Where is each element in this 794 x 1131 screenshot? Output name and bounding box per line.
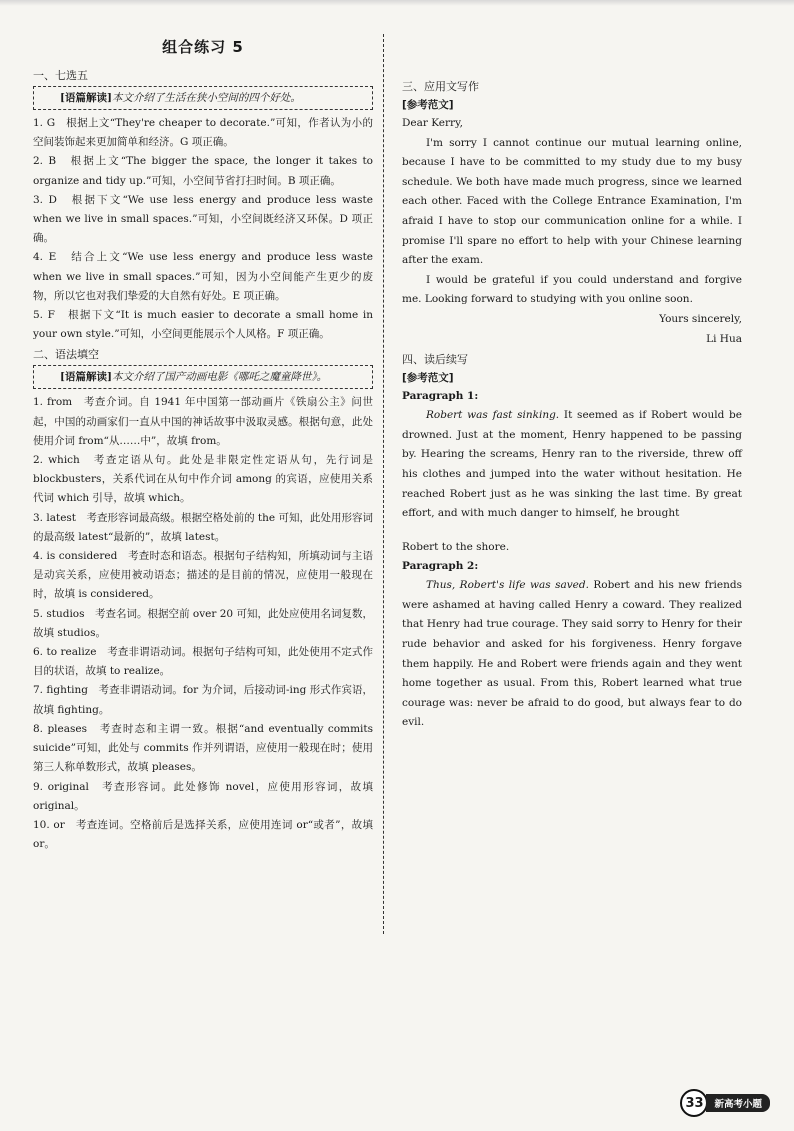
letter-paragraph: I'm sorry I cannot continue our mutual learning online, because I have to be committed to my study due to my busy schedule. We both have made much progress, since we learned each other. Faced with the College Entrance Examination, I'm afraid I have to stop our communication online for a while. I promise I'll spare no effort to help with your Chinese learning after the exam. — [402, 136, 742, 267]
story-text: It seemed as if Robert would be drowned. Just at the moment, Henry happened to be passing by. Hearing the screams, Henry ran to the riverside, threw off his clothes and jumped into the water without hesitation. He reached Robert just as he was sinking the last time. By great effort, and with much danger to himself, he brought — [402, 409, 742, 520]
reading-note-label: [语篇解读] — [60, 371, 112, 384]
paragraph-label: Paragraph 1: — [402, 390, 479, 403]
reading-note-box — [33, 86, 373, 110]
publisher-mark: 新高考小题 — [706, 1094, 770, 1112]
reading-note-label: [语篇解读] — [60, 92, 112, 104]
answer-item: 8. pleases 考查时态和主谓一致。根据“and eventually commits suicide”可知，此处与 commits 作并列谓语，应使用一般现在时；使用第三人称单数形式，故填 pleases。 — [33, 722, 373, 774]
page-title: 组合练习 5 — [162, 38, 244, 56]
answer-item: 9. original 考查形容词。此处修饰 novel，应使用形容词，故填 original。 — [33, 780, 373, 812]
sample-letter — [402, 114, 742, 349]
right-column — [402, 76, 742, 733]
left-column — [33, 36, 373, 854]
reading-note-box — [33, 365, 373, 389]
answer-item: 1. from 考查介词。自 1941 年中国第一部动画片《铁扇公主》问世起，中国的动画家们一直从中国的神话故事中汲取灵感。根据句意，此处使用介词 from“从……中”，故填 from。 — [33, 396, 373, 447]
answer-item: 4. is considered 考查时态和语态。根据句子结构知，所填动词与主语是动宾关系，应使用被动语态；描述的是目前的情况，应使用一般现在时，故填 is considered。 — [33, 550, 373, 601]
answer-item: 3. D 根据下文“We use less energy and produce less waste when we live in small spaces.”可知，小空间既经济又环保。D 项正确。 — [33, 193, 373, 245]
answer-item: 2. B 根据上文“The bigger the space, the longer it takes to organize and tidy up.”可知，小空间节省打扫时间。B 项正确。 — [33, 155, 373, 187]
letter-closing: Yours sincerely, — [659, 312, 742, 325]
story-paragraph-2 — [402, 576, 742, 733]
page-number: 33 — [680, 1089, 708, 1117]
reading-note-text: 本文介绍了生活在狭小空间的四个好处。 — [111, 92, 301, 104]
section-heading-grammar: 二、语法填空 — [33, 348, 99, 362]
column-divider — [383, 34, 384, 934]
sample-story — [402, 387, 742, 733]
answer-item: 7. fighting 考查非谓语动词。for 为介词，后接动词-ing 形式作宾语，故填 fighting。 — [33, 684, 373, 716]
answer-item: 5. studios 考查名词。根据空前 over 20 可知，此处应使用名词复数，故填 studios。 — [33, 607, 373, 639]
given-sentence: Robert was fast sinking. — [426, 409, 560, 422]
answer-item: 10. or 考查连词。空格前后是选择关系，应使用连词 or“或者”，故填 or。 — [33, 818, 373, 851]
reading-note-text: 本文介绍了国产动画电影《哪吒之魔童降世》。 — [111, 371, 328, 384]
reference-tag: [参考范文] — [402, 99, 454, 111]
answer-item: 2. which 考查定语从句。此处是非限定性定语从句，先行词是 blockbusters，关系代词在从句中作介词 among 的宾语，应使用关系代词 which 引导，故填 which。 — [33, 454, 373, 505]
answer-item: 3. latest 考查形容词最高级。根据空格处前的 the 可知，此处用形容词的最高级 latest“最新的”，故填 latest。 — [33, 511, 373, 543]
story-text: Robert and his new friends were ashamed at having called Henry a coward. They realized that Henry had true courage. They said sorry to Henry for their rude behavior and asked for his forgiveness. Henry forgave them happily. He and Robert were friends again and they went home together as usual. From this, Robert learned what true courage was: never be afraid to do good, but always fear to do evil. — [402, 579, 742, 729]
section-heading-continuation: 四、读后续写 — [402, 353, 468, 367]
reference-tag: [参考范文] — [402, 372, 454, 385]
letter-salutation: Dear Kerry, — [402, 117, 463, 129]
letter-paragraph: I would be grateful if you could understand and forgive me. Looking forward to studying with you online soon. — [402, 273, 742, 306]
section-heading-writing: 三、应用文写作 — [402, 80, 479, 93]
story-paragraph-1-continued: Robert to the shore. — [402, 540, 510, 553]
story-paragraph-1 — [402, 406, 742, 524]
letter-signature: Li Hua — [706, 332, 742, 345]
answer-item: 4. E 结合上文“We use less energy and produce less waste when we live in small spaces.”可知，因为小空间能产生更少的废物，所以它也对我们挚爱的大自然有好处。E 项正确。 — [33, 251, 373, 302]
answer-item: 1. G 根据上文“They're cheaper to decorate.”可知，作者认为小的空间装饰起来更加简单和经济。G 项正确。 — [33, 117, 373, 149]
answer-item: 5. F 根据下文“It is much easier to decorate a small home in your own style.”可知，小空间更能展示个人风格。F 项正确。 — [33, 309, 373, 341]
paragraph-label: Paragraph 2: — [402, 560, 479, 573]
given-sentence: Thus, Robert's life was saved. — [426, 579, 589, 592]
page-footer — [680, 1089, 770, 1117]
section-heading-seven-choose-five: 一、七选五 — [33, 69, 88, 82]
answer-item: 6. to realize 考查非谓语动词。根据句子结构可知，此处使用不定式作目的状语，故填 to realize。 — [33, 646, 373, 678]
top-edge — [0, 0, 794, 6]
